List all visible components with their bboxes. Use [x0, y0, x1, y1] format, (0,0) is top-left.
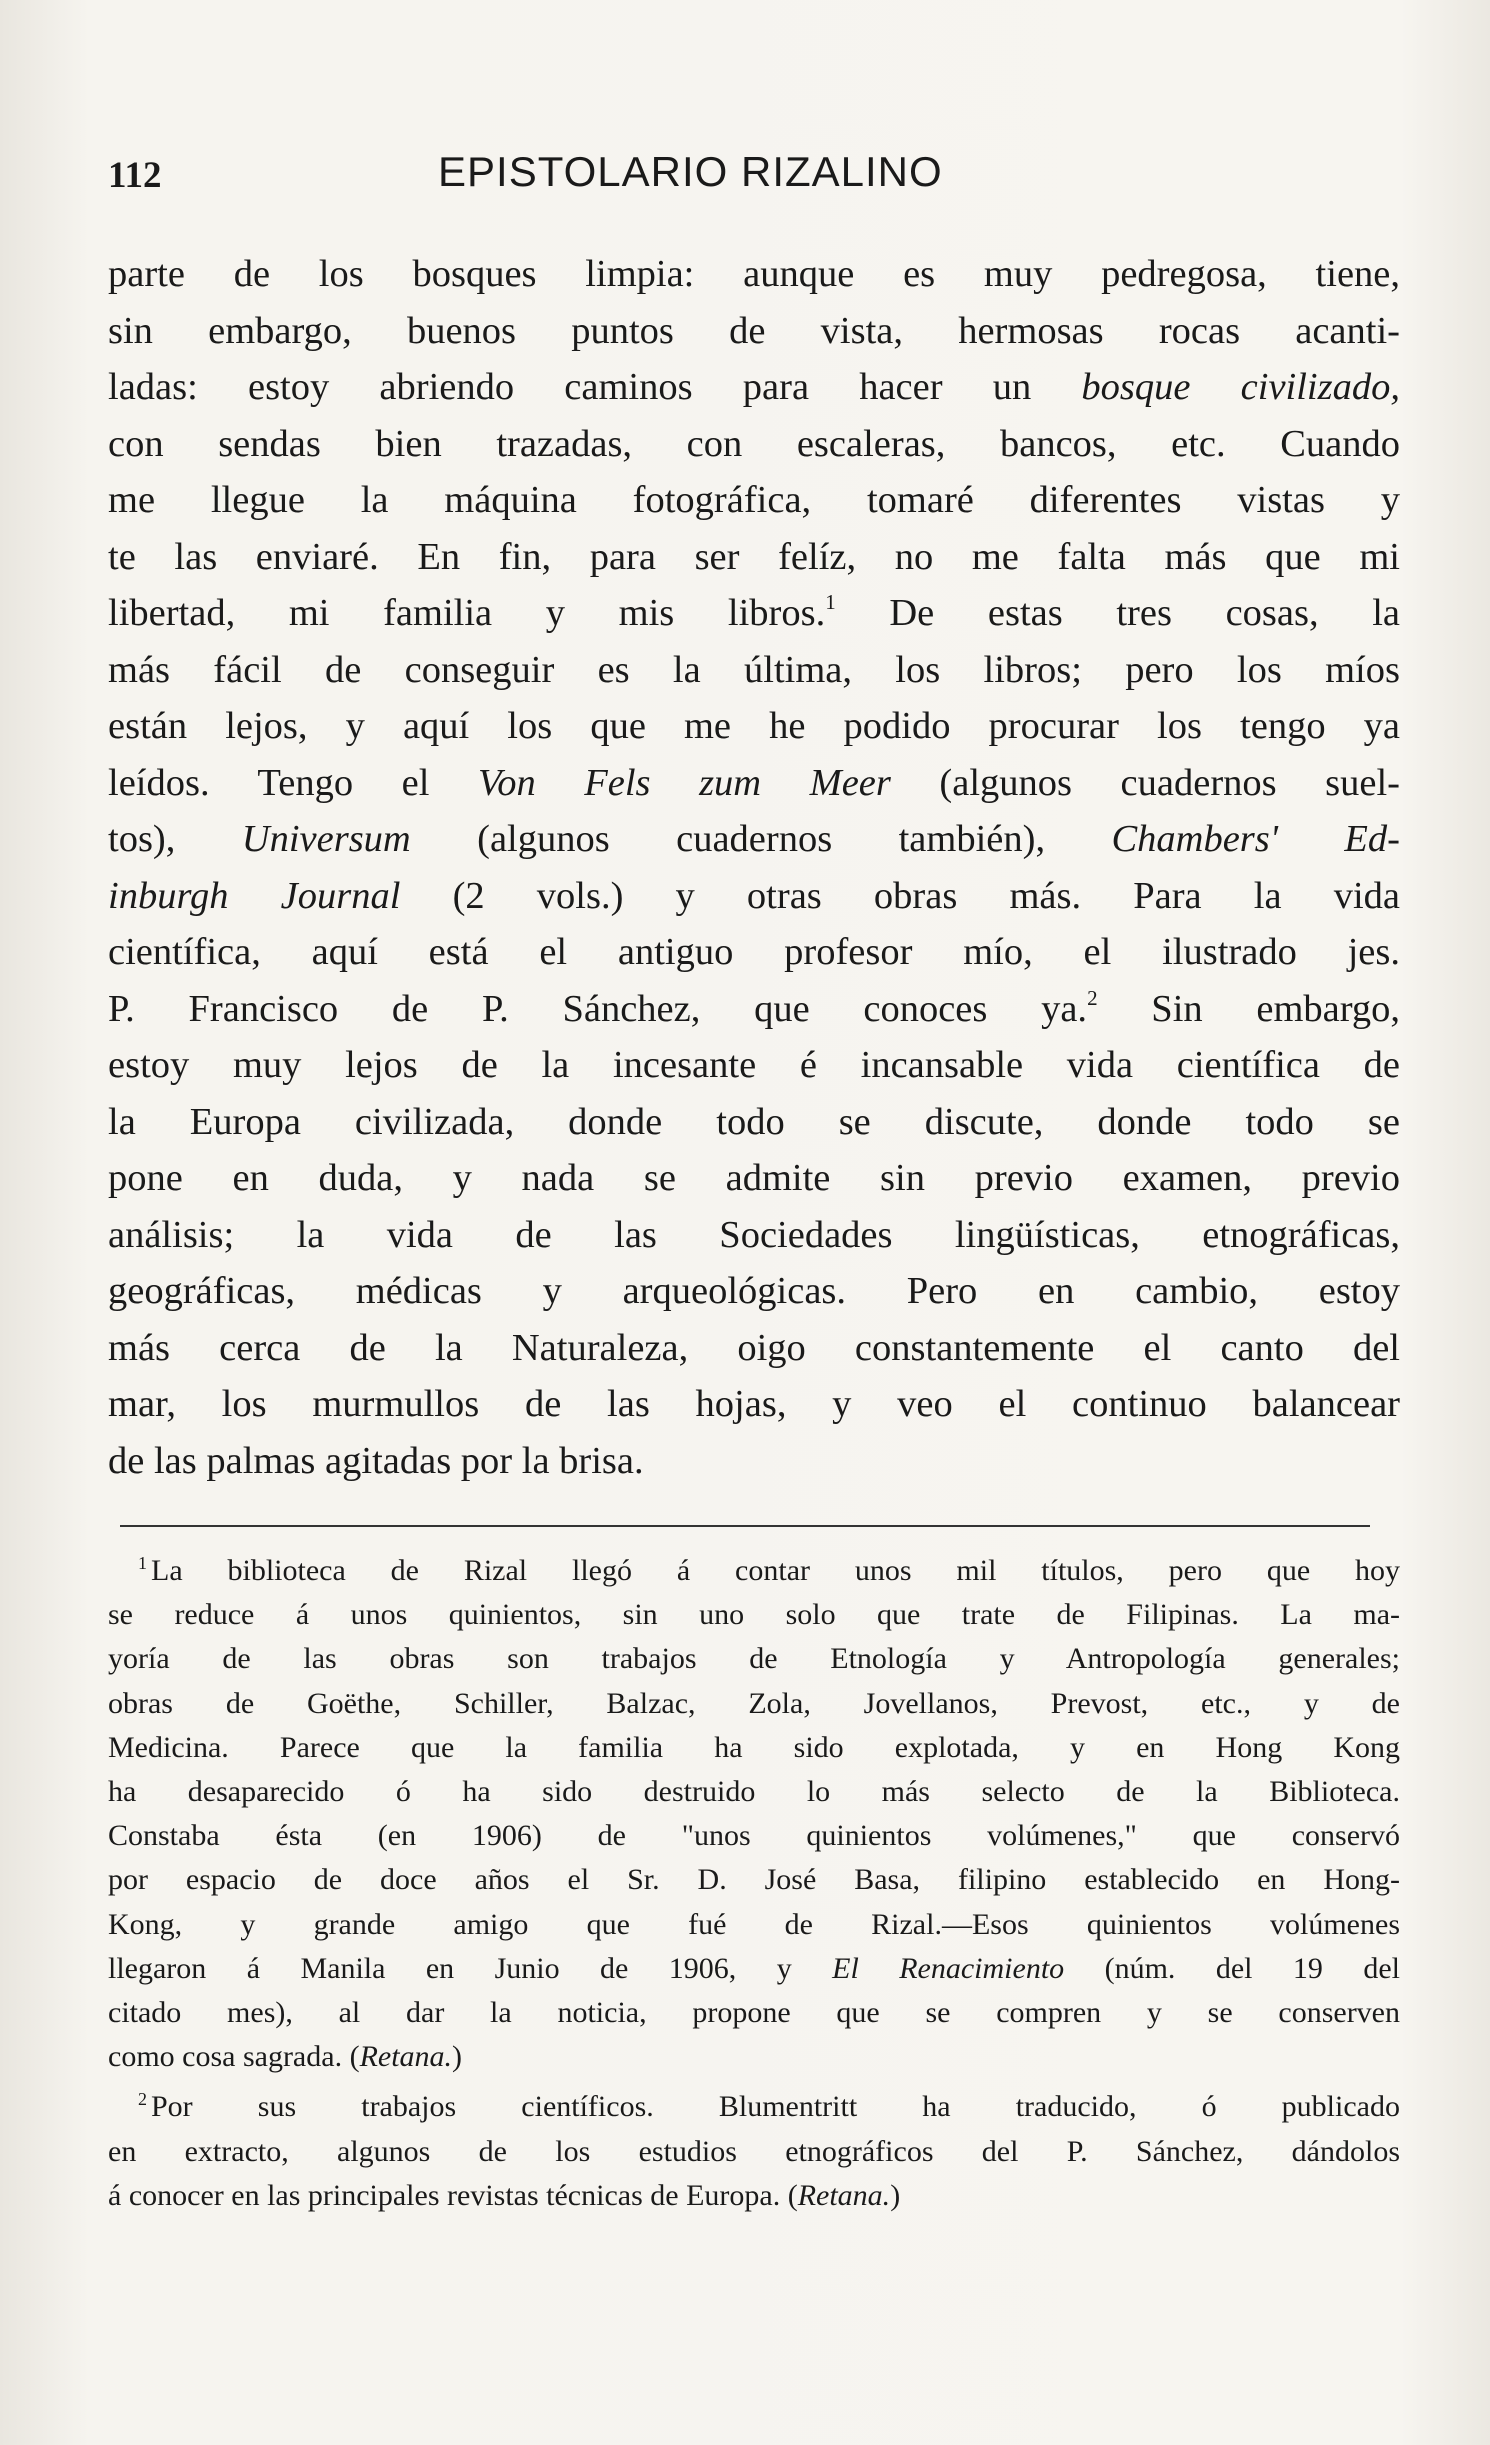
body-line: pone en duda, y nada se admite sin previo examen, previo [108, 1157, 1400, 1199]
body-line-text: (2 vols.) y otras obras más. Para la vida [400, 874, 1400, 917]
footnote-signature: Retana. [797, 2178, 891, 2212]
footnote-reference: 1 [825, 590, 836, 614]
footnote-line [108, 2174, 1400, 2218]
body-line [108, 811, 1400, 868]
body-line-text: P. Francisco de P. Sánchez, que conoces ya. [108, 987, 1088, 1030]
body-line: análisis; la vida de las Sociedades lingüísticas, etnográficas, [108, 1213, 1400, 1256]
footnote-line: por espacio de doce años el Sr. D. José Basa, filipino establecido en Hong- [108, 1863, 1400, 1897]
running-title: EPISTOLARIO RIZALINO [438, 148, 943, 195]
footnote-line: obras de Goëthe, Schiller, Balzac, Zola, Jovellanos, Prevost, etc., y de [108, 1686, 1400, 1720]
footnote-line: citado mes), al dar la noticia, propone que se compren y se conserven [108, 1996, 1400, 2030]
body-line: la Europa civilizada, donde todo se discute, donde todo se [108, 1100, 1400, 1143]
body-line-text: ladas: estoy abriendo caminos para hacer un [108, 366, 1082, 408]
footnote-line [108, 2035, 1400, 2079]
footnote-line: ha desaparecido ó ha sido destruido lo más selecto de la Biblioteca. [108, 1775, 1400, 1809]
footnote-line: Kong, y grande amigo que fué de Rizal.—Esos quinientos volúmenes [108, 1907, 1400, 1941]
body-line: me llegue la máquina fotográfica, tomaré diferentes vistas y [108, 479, 1400, 521]
footnote-reference: 2 [1087, 985, 1098, 1010]
newspaper-title: El Renacimiento [832, 1951, 1065, 1985]
body-line [108, 868, 1400, 925]
body-line: más cerca de la Naturaleza, oigo constantemente el canto del [108, 1326, 1400, 1369]
footnote-text: llegaron á Manila en Junio de 1906, y [108, 1951, 833, 1985]
body-line: con sendas bien trazadas, con escaleras, bancos, etc. Cuando [108, 422, 1400, 465]
footnote-signature: Retana. [359, 2040, 453, 2074]
footnote-1 [108, 1549, 1400, 2079]
body-line-text: tos), [108, 818, 242, 860]
body-line [108, 359, 1400, 416]
footnote-text: La biblioteca de Rizal llegó á contar unos mil títulos, pero que hoy [151, 1554, 1400, 1587]
book-title: Von Fels zum Meer [477, 761, 891, 804]
footnote-line: Constaba ésta (en 1906) de "unos quinientos volúmenes," que conservó [108, 1819, 1400, 1853]
book-title: Chambers' Ed- [1111, 818, 1400, 860]
page-header [108, 142, 1400, 204]
body-line-text: leídos. Tengo el [108, 761, 478, 804]
body-line [108, 755, 1400, 812]
footnote-divider [120, 1525, 1370, 1527]
footnote-line [108, 1549, 1400, 1593]
body-paragraph [108, 246, 1400, 1489]
footnote-text: (núm. del 19 del [1064, 1951, 1400, 1985]
footnote-text: Por sus trabajos científicos. Blumentritt ha traducido, ó publicado [151, 2090, 1400, 2124]
body-line-text: De estas tres cosas, la [835, 592, 1400, 634]
body-line: sin embargo, buenos puntos de vista, hermosas rocas acanti- [108, 309, 1400, 352]
footnote-text: como cosa sagrada. ( [108, 2040, 360, 2074]
footnote-line: se reduce á unos quinientos, sin uno solo que trate de Filipinas. La ma- [108, 1598, 1400, 1632]
footnotes [108, 1549, 1400, 2218]
body-line: de las palmas agitadas por la brisa. [108, 1439, 644, 1482]
footnote-line [108, 1947, 1400, 1991]
footnote-number: 2 [138, 2089, 147, 2110]
body-line-text: (algunos cuadernos suel- [890, 761, 1400, 804]
book-title: Universum [241, 818, 411, 860]
body-line [108, 981, 1400, 1038]
body-line: científica, aquí está el antiguo profesor mío, el ilustrado jes. [108, 931, 1400, 973]
footnote-line: Medicina. Parece que la familia ha sido explotada, y en Hong Kong [108, 1730, 1400, 1764]
footnote-text: á conocer en las principales revistas técnicas de Europa. ( [108, 2178, 798, 2212]
body-line: mar, los murmullos de las hojas, y veo el continuo balancear [108, 1383, 1400, 1425]
body-line: están lejos, y aquí los que me he podido procurar los tengo ya [108, 705, 1400, 747]
book-title: inburgh Journal [108, 874, 401, 917]
footnote-line: yoría de las obras son trabajos de Etnología y Antropología generales; [108, 1642, 1400, 1676]
body-line-text: libertad, mi familia y mis libros. [108, 592, 826, 634]
footnote-text: ) [452, 2040, 463, 2074]
body-line-text: (algunos cuadernos también), [410, 818, 1112, 860]
footnote-text: ) [890, 2178, 901, 2212]
footnote-line: en extracto, algunos de los estudios etnográficos del P. Sánchez, dándolos [108, 2134, 1400, 2168]
body-line [108, 585, 1400, 642]
footnote-number: 1 [138, 1553, 147, 1573]
footnote-line [108, 2085, 1400, 2129]
page-number: 112 [108, 155, 162, 196]
body-line: te las enviaré. En fin, para ser felíz, no me falta más que mi [108, 535, 1400, 578]
body-line: estoy muy lejos de la incesante é incansable vida científica de [108, 1044, 1400, 1086]
body-line-text: Sin embargo, [1097, 987, 1400, 1030]
body-line: geográficas, médicas y arqueológicas. Pero en cambio, estoy [108, 1270, 1400, 1312]
body-line: más fácil de conseguir es la última, los libros; pero los míos [108, 648, 1400, 691]
footnote-2 [108, 2085, 1400, 2218]
body-line: parte de los bosques limpia: aunque es muy pedregosa, tiene, [108, 253, 1400, 295]
italic-phrase: bosque civilizado, [1081, 366, 1400, 408]
